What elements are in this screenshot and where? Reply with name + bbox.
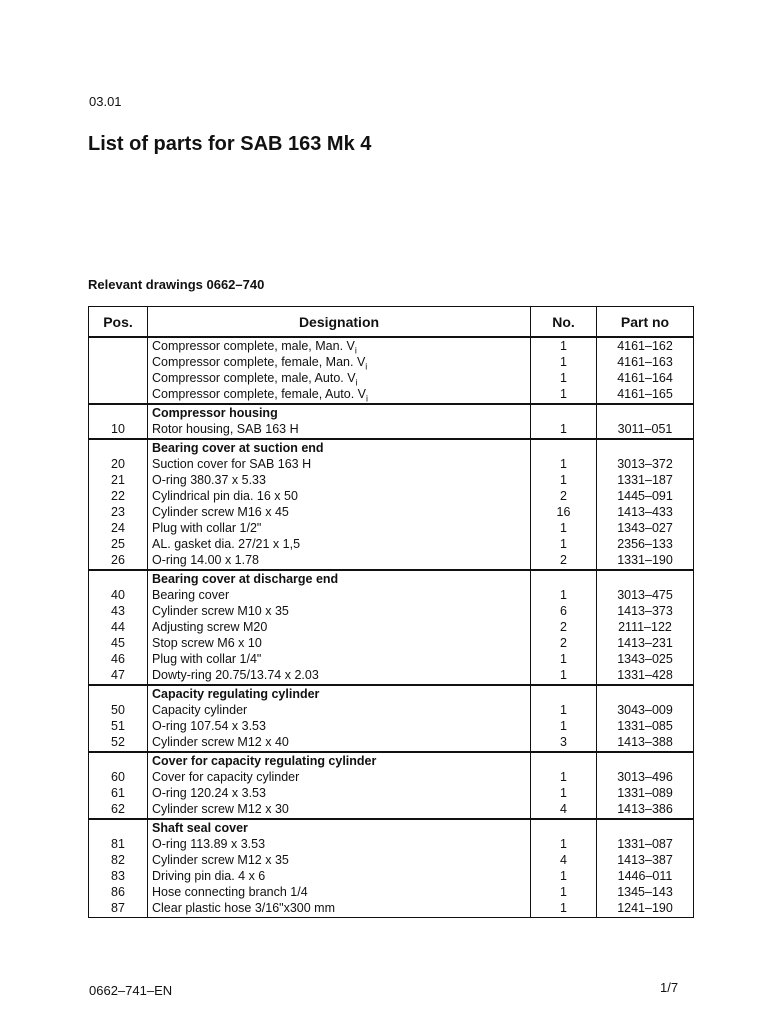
- row-quantity: 1: [560, 387, 567, 401]
- designation-text: O-ring 107.54 x 3.53: [152, 719, 266, 733]
- row-designation: [152, 651, 530, 667]
- designation-text: Cylinder screw M12 x 35: [152, 853, 289, 867]
- row-designation: [152, 370, 530, 386]
- row-designation: [152, 667, 530, 683]
- row-designation: [152, 421, 530, 437]
- table-header-row: [89, 307, 694, 338]
- row-quantity: 16: [556, 505, 571, 519]
- row-designation: [152, 587, 530, 603]
- designation-text: AL. gasket dia. 27/21 x 1,5: [152, 537, 301, 551]
- designation-text: Suction cover for SAB 163 H: [152, 457, 312, 471]
- group-col-pos: [89, 439, 148, 570]
- row-pos: 81: [111, 837, 125, 851]
- row-pos: 61: [111, 786, 125, 800]
- row-designation: [152, 769, 530, 785]
- blank-cell: [531, 753, 596, 769]
- row-designation: [152, 603, 530, 619]
- designation-text: Dowty-ring 20.75/13.74 x 2.03: [152, 668, 319, 682]
- designation-text: Stop screw M6 x 10: [152, 636, 262, 650]
- row-designation: [152, 456, 530, 472]
- row-quantity: 1: [560, 588, 567, 602]
- row-part-no: 1413–386: [617, 802, 673, 816]
- row-part-no: 1331–087: [617, 837, 673, 851]
- blank-cell: [531, 686, 596, 702]
- parts-group: [89, 752, 694, 819]
- row-pos: 87: [111, 901, 125, 915]
- row-pos: 83: [111, 869, 125, 883]
- row-designation: [152, 635, 530, 651]
- blank-cell: [597, 405, 693, 421]
- parts-group: [89, 819, 694, 918]
- row-designation: [152, 718, 530, 734]
- row-part-no: 1331–089: [617, 786, 673, 800]
- designation-text: O-ring 120.24 x 3.53: [152, 786, 266, 800]
- designation-text: Plug with collar 1/4": [152, 652, 262, 666]
- row-quantity: 1: [560, 537, 567, 551]
- row-designation: [152, 552, 530, 568]
- row-designation: [152, 900, 530, 916]
- row-designation: [152, 488, 530, 504]
- row-quantity: 1: [560, 786, 567, 800]
- row-pos: 46: [111, 652, 125, 666]
- designation-text: Hose connecting branch 1/4: [152, 885, 308, 899]
- group-col-no: [531, 752, 597, 819]
- row-designation: [152, 354, 530, 370]
- group-col-pos: [89, 685, 148, 752]
- group-title: Cover for capacity regulating cylinder: [152, 754, 377, 768]
- blank-cell: [89, 440, 147, 456]
- group-col-part-no: [597, 570, 694, 685]
- row-pos: 43: [111, 604, 125, 618]
- row-part-no: 3011–051: [617, 422, 673, 436]
- row-part-no: 2111–122: [618, 620, 672, 634]
- group-col-no: [531, 570, 597, 685]
- row-quantity: 1: [560, 837, 567, 851]
- designation-text: Plug with collar 1/2": [152, 521, 262, 535]
- row-quantity: 1: [560, 371, 567, 385]
- designation-text: Bearing cover: [152, 588, 230, 602]
- row-part-no: 1446–011: [617, 869, 673, 883]
- group-col-no: [531, 439, 597, 570]
- row-pos: 20: [111, 457, 125, 471]
- row-quantity: 2: [560, 489, 567, 503]
- row-part-no: 4161–165: [617, 387, 673, 401]
- row-pos: 47: [111, 668, 125, 682]
- designation-text: Cover for capacity cylinder: [152, 770, 300, 784]
- row-pos: 25: [111, 537, 125, 551]
- group-col-pos: [89, 337, 148, 404]
- group-title: Shaft seal cover: [152, 821, 248, 835]
- row-part-no: 1343–025: [617, 652, 673, 666]
- group-title: Bearing cover at discharge end: [152, 572, 339, 586]
- row-quantity: 1: [560, 719, 567, 733]
- group-col-designation: [148, 439, 531, 570]
- group-col-pos: [89, 752, 148, 819]
- group-title: Capacity regulating cylinder: [152, 687, 320, 701]
- row-part-no: 1413–373: [617, 604, 673, 618]
- group-col-no: [531, 819, 597, 918]
- row-part-no: 3013–475: [617, 588, 673, 602]
- parts-group: [89, 337, 694, 404]
- row-quantity: 1: [560, 339, 567, 353]
- blank-cell: [597, 686, 693, 702]
- row-quantity: 1: [560, 473, 567, 487]
- row-designation: [152, 852, 530, 868]
- row-pos: [89, 354, 147, 370]
- blank-cell: [531, 405, 596, 421]
- row-pos: 24: [111, 521, 125, 535]
- row-quantity: 4: [560, 802, 567, 816]
- designation-text: Cylinder screw M12 x 30: [152, 802, 289, 816]
- row-quantity: 1: [560, 869, 567, 883]
- blank-cell: [89, 753, 147, 769]
- row-part-no: 1343–027: [617, 521, 673, 535]
- row-designation: [152, 801, 530, 817]
- parts-group: [89, 570, 694, 685]
- row-pos: 44: [111, 620, 125, 634]
- row-part-no: 1445–091: [617, 489, 673, 503]
- group-col-designation: [148, 819, 531, 918]
- row-quantity: 1: [560, 355, 567, 369]
- group-col-part-no: [597, 819, 694, 918]
- group-col-designation: [148, 404, 531, 439]
- blank-cell: [89, 820, 147, 836]
- row-part-no: 1413–388: [617, 735, 673, 749]
- parts-group: [89, 439, 694, 570]
- group-col-pos: [89, 404, 148, 439]
- row-designation: [152, 472, 530, 488]
- row-part-no: 1331–085: [617, 719, 673, 733]
- row-pos: 50: [111, 703, 125, 717]
- group-col-part-no: [597, 752, 694, 819]
- designation-subscript: i: [365, 393, 368, 404]
- designation-text: Clear plastic hose 3/16"x300 mm: [152, 901, 335, 915]
- row-quantity: 4: [560, 853, 567, 867]
- row-pos: 21: [111, 473, 125, 487]
- row-designation: [152, 504, 530, 520]
- row-quantity: 1: [560, 457, 567, 471]
- group-col-part-no: [597, 337, 694, 404]
- parts-table-body: [89, 337, 694, 918]
- designation-text: Compressor complete, male, Auto. V: [152, 371, 356, 385]
- row-quantity: 6: [560, 604, 567, 618]
- blank-cell: [89, 405, 147, 421]
- row-designation: [152, 868, 530, 884]
- parts-table: [88, 306, 694, 918]
- row-quantity: 1: [560, 652, 567, 666]
- group-col-no: [531, 685, 597, 752]
- relevant-drawings: Relevant drawings 0662–740: [88, 277, 265, 292]
- blank-cell: [597, 440, 693, 456]
- row-designation: [152, 520, 530, 536]
- blank-cell: [597, 571, 693, 587]
- designation-text: Driving pin dia. 4 x 6: [152, 869, 266, 883]
- parts-group: [89, 685, 694, 752]
- row-pos: 22: [111, 489, 125, 503]
- row-pos: 62: [111, 802, 125, 816]
- document-number: 0662–741–EN: [89, 983, 173, 998]
- row-quantity: 1: [560, 521, 567, 535]
- row-part-no: 4161–162: [617, 339, 673, 353]
- row-designation: [152, 386, 530, 402]
- row-part-no: 2356–133: [617, 537, 673, 551]
- blank-cell: [89, 686, 147, 702]
- designation-text: Cylinder screw M12 x 40: [152, 735, 289, 749]
- group-title: Bearing cover at suction end: [152, 441, 324, 455]
- row-designation: [152, 734, 530, 750]
- row-quantity: 1: [560, 901, 567, 915]
- page-title: List of parts for SAB 163 Mk 4: [88, 133, 372, 155]
- designation-text: O-ring 113.89 x 3.53: [152, 837, 266, 851]
- row-pos: 51: [111, 719, 125, 733]
- blank-cell: [89, 571, 147, 587]
- row-pos: 10: [111, 422, 125, 436]
- row-pos: 60: [111, 770, 125, 784]
- row-pos: 40: [111, 588, 125, 602]
- group-col-part-no: [597, 439, 694, 570]
- row-quantity: 2: [560, 620, 567, 634]
- row-quantity: 1: [560, 422, 567, 436]
- row-pos: [89, 386, 147, 402]
- row-pos: [89, 338, 147, 354]
- row-part-no: 1241–190: [617, 901, 673, 915]
- designation-subscript: i: [365, 361, 368, 372]
- group-col-part-no: [597, 685, 694, 752]
- blank-cell: [531, 571, 596, 587]
- row-quantity: 1: [560, 703, 567, 717]
- group-title: Compressor housing: [152, 406, 278, 420]
- row-pos: 26: [111, 553, 125, 567]
- row-designation: [152, 338, 530, 354]
- group-col-designation: [148, 337, 531, 404]
- row-designation: [152, 536, 530, 552]
- row-part-no: 3013–496: [617, 770, 673, 784]
- group-col-no: [531, 337, 597, 404]
- col-header-no: No.: [531, 307, 597, 338]
- designation-text: Cylinder screw M16 x 45: [152, 505, 289, 519]
- col-header-pos: Pos.: [89, 307, 148, 338]
- row-designation: [152, 619, 530, 635]
- row-part-no: 1413–231: [617, 636, 673, 650]
- page-number: 1/7: [660, 980, 679, 995]
- designation-text: Cylinder screw M10 x 35: [152, 604, 289, 618]
- group-col-designation: [148, 570, 531, 685]
- row-part-no: 1331–187: [617, 473, 673, 487]
- row-quantity: 1: [560, 770, 567, 784]
- row-pos: 23: [111, 505, 125, 519]
- row-quantity: 3: [560, 735, 567, 749]
- row-designation: [152, 884, 530, 900]
- designation-text: Compressor complete, female, Auto. V: [152, 387, 366, 401]
- row-part-no: 1331–190: [617, 553, 673, 567]
- designation-text: Adjusting screw M20: [152, 620, 268, 634]
- designation-subscript: i: [354, 345, 357, 356]
- row-quantity: 2: [560, 553, 567, 567]
- row-pos: 86: [111, 885, 125, 899]
- row-designation: [152, 785, 530, 801]
- designation-text: Capacity cylinder: [152, 703, 248, 717]
- col-header-designation: Designation: [148, 307, 531, 338]
- group-col-no: [531, 404, 597, 439]
- row-part-no: 1413–433: [617, 505, 673, 519]
- row-designation: [152, 836, 530, 852]
- row-part-no: 3013–372: [617, 457, 673, 471]
- row-pos: [89, 370, 147, 386]
- row-part-no: 4161–164: [617, 371, 673, 385]
- section-number: 03.01: [89, 94, 122, 109]
- group-col-designation: [148, 752, 531, 819]
- row-part-no: 1345–143: [617, 885, 673, 899]
- group-col-pos: [89, 819, 148, 918]
- designation-text: O-ring 380.37 x 5.33: [152, 473, 266, 487]
- parts-group: [89, 404, 694, 439]
- group-col-designation: [148, 685, 531, 752]
- group-col-pos: [89, 570, 148, 685]
- designation-text: O-ring 14.00 x 1.78: [152, 553, 260, 567]
- row-designation: [152, 702, 530, 718]
- blank-cell: [597, 753, 693, 769]
- designation-subscript: i: [355, 377, 358, 388]
- group-col-part-no: [597, 404, 694, 439]
- row-part-no: 1413–387: [617, 853, 673, 867]
- col-header-part-no: Part no: [597, 307, 694, 338]
- row-quantity: 2: [560, 636, 567, 650]
- row-part-no: 3043–009: [617, 703, 673, 717]
- blank-cell: [531, 820, 596, 836]
- row-quantity: 1: [560, 668, 567, 682]
- blank-cell: [597, 820, 693, 836]
- row-part-no: 1331–428: [617, 668, 673, 682]
- row-quantity: 1: [560, 885, 567, 899]
- row-pos: 82: [111, 853, 125, 867]
- row-part-no: 4161–163: [617, 355, 673, 369]
- designation-text: Compressor complete, female, Man. V: [152, 355, 366, 369]
- designation-text: Rotor housing, SAB 163 H: [152, 422, 299, 436]
- row-pos: 45: [111, 636, 125, 650]
- designation-text: Compressor complete, male, Man. V: [152, 339, 355, 353]
- designation-text: Cylindrical pin dia. 16 x 50: [152, 489, 298, 503]
- row-pos: 52: [111, 735, 125, 749]
- blank-cell: [531, 440, 596, 456]
